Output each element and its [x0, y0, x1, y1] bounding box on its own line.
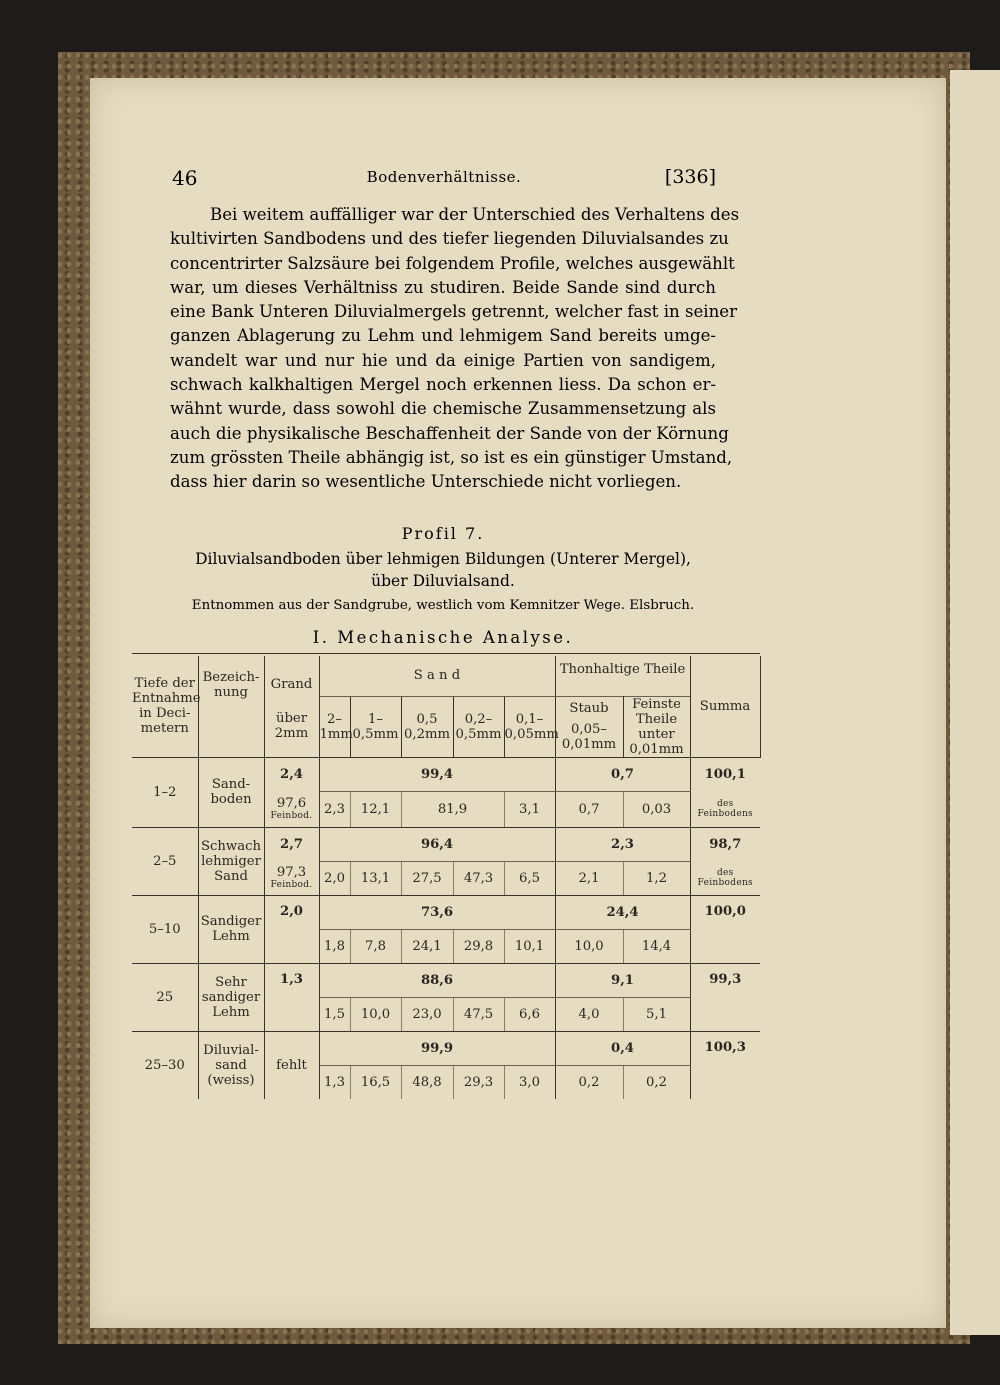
header-staub: [555, 696, 623, 757]
header-sand-col: [453, 696, 504, 757]
row-clay-total: 0,4: [555, 1031, 690, 1065]
row-name: [198, 963, 264, 1031]
header-text: 0,05–: [571, 722, 607, 737]
header-text: 0,5: [416, 711, 438, 727]
adjacent-page-edge: [950, 70, 1000, 1335]
row-depth: 2–5: [132, 827, 198, 895]
header-name: [198, 656, 264, 757]
row-depth: 5–10: [132, 895, 198, 963]
sand-cell: 1,5: [319, 997, 350, 1031]
sand-cell: 10,1: [504, 929, 555, 963]
row-name-line: Sehr: [215, 974, 247, 990]
section-title: I. Mechanische Analyse.: [312, 628, 574, 647]
clay-cell: 0,03: [623, 791, 690, 827]
paragraph-line: eine Bank Unteren Diluvialmergels getrennt, welcher fast in seiner: [170, 302, 738, 322]
header-sand-col: [401, 696, 453, 757]
row-sand-total: 96,4: [319, 827, 555, 861]
page-number: 46: [172, 166, 198, 190]
row-name: [198, 827, 264, 895]
sand-cell: 7,8: [350, 929, 401, 963]
row-summa: 100,0: [690, 895, 760, 963]
clay-cell: 10,0: [555, 929, 623, 963]
row-grand: 2,7: [264, 827, 319, 861]
row-summa: 100,3: [704, 1039, 746, 1055]
header-text: metern: [140, 721, 189, 737]
header-text: 0,01mm: [561, 737, 617, 752]
grand-fine-label: Feinbod.: [270, 811, 313, 822]
row-depth: 1–2: [132, 757, 198, 827]
clay-cell: 0,7: [555, 791, 623, 827]
row-summa: 98,7: [709, 836, 742, 852]
bracket-page-number: [336]: [664, 166, 716, 188]
row-grand: fehlt: [264, 1031, 319, 1099]
sand-cell: 2,0: [319, 861, 350, 895]
paragraph-line: wähnt wurde, dass sowohl die chemische Zusammensetzung als: [170, 399, 716, 419]
row-name: [198, 895, 264, 963]
sand-cell: 47,3: [453, 861, 504, 895]
row-name: [198, 1031, 264, 1099]
row-name-line: Schwach: [201, 838, 261, 854]
summa-note-line: Feinbodens: [697, 877, 753, 888]
row-clay-total: 9,1: [555, 963, 690, 997]
clay-cell: 4,0: [555, 997, 623, 1031]
row-sand-total: 88,6: [319, 963, 555, 997]
profile-subtitle: über Diluvialsand.: [371, 572, 515, 590]
sand-cell: 23,0: [401, 997, 453, 1031]
header-clay: Thonhaltige Theile: [555, 656, 690, 696]
header-text: 0,5mm: [455, 726, 502, 742]
paragraph-line: auch die physikalische Beschaffenheit der Sande von der Körnung: [170, 423, 729, 443]
header-summa: Summa: [690, 656, 760, 757]
paragraph-line: dass hier darin so wesentliche Unterschiede nicht vorliegen.: [170, 472, 682, 492]
row-clay-total: 2,3: [555, 827, 690, 861]
row-name-line: boden: [210, 792, 252, 807]
sand-cell: 6,6: [504, 997, 555, 1031]
clay-cell: 2,1: [555, 861, 623, 895]
sand-cell: 47,5: [453, 997, 504, 1031]
summa-note-line: des: [716, 867, 734, 878]
row-name-line: Sand-: [211, 777, 251, 792]
profile-title: Profil 7.: [401, 524, 485, 543]
header-text: Tiefe der: [134, 676, 195, 692]
header-grand-sub: [264, 696, 319, 757]
row-summa: 100,1: [704, 766, 746, 782]
grand-fine-label: Feinbod.: [270, 880, 313, 891]
row-grand: 1,3: [264, 963, 319, 1031]
header-sand-col: [350, 696, 401, 757]
summa-note-line: des: [716, 798, 734, 809]
paragraph-line: ganzen Ablagerung zu Lehm und lehmigem Sand bereits umge-: [170, 326, 716, 346]
grand-fine-value: 97,6: [276, 796, 307, 812]
clay-cell: 1,2: [623, 861, 690, 895]
sand-cell: 29,8: [453, 929, 504, 963]
header-text: Theile: [635, 711, 678, 727]
header-text: nung: [214, 685, 248, 700]
header-sand-col: [319, 696, 353, 757]
table-rule: [132, 653, 760, 654]
sand-cell: 29,3: [453, 1065, 504, 1099]
paragraph-line: wandelt war und nur hie und da einige Partien von sandigem,: [170, 350, 716, 370]
row-clay-total: 0,7: [555, 757, 690, 791]
header-text: 0,01mm: [629, 741, 684, 757]
running-header: [172, 166, 716, 192]
header-sand-col: [504, 696, 559, 757]
header-text: unter: [638, 726, 675, 742]
clay-cell: 5,1: [623, 997, 690, 1031]
header-text: 2mm: [274, 726, 309, 742]
sand-cell: 16,5: [350, 1065, 401, 1099]
clay-cell: 0,2: [555, 1065, 623, 1099]
summa-note: [690, 861, 760, 895]
sand-cell: 10,0: [350, 997, 401, 1031]
paragraph-line: zum grössten Theile abhängig ist, so ist es ein günstiger Umstand,: [170, 447, 733, 467]
row-depth: 25: [132, 963, 198, 1031]
sand-cell: 27,5: [401, 861, 453, 895]
summa-note-line: Feinbodens: [697, 808, 753, 819]
header-text: Feinste: [632, 696, 681, 712]
paragraph-line: Bei weitem auffälliger war der Unterschied des Verhaltens des: [210, 205, 740, 224]
profile-subtitle: Diluvialsandboden über lehmigen Bildungen (Unterer Mergel),: [195, 550, 691, 568]
row-name-line: Diluvial-: [203, 1042, 259, 1058]
sand-cell: 48,8: [401, 1065, 453, 1099]
row-name-line: Sandiger: [200, 914, 262, 929]
header-text: über: [275, 711, 308, 727]
profile-source: Entnommen aus der Sandgrube, westlich vom Kemnitzer Wege. Elsbruch.: [191, 598, 695, 613]
sand-cell: 6,5: [504, 861, 555, 895]
row-name-line: lehmiger: [201, 853, 261, 869]
header-text: 0,1–: [515, 711, 544, 727]
row-name-line: Lehm: [212, 929, 250, 944]
row-grand-fine: [264, 861, 319, 895]
header-text: 1mm: [319, 726, 353, 742]
header-text: 0,5mm: [352, 726, 399, 742]
row-grand: 2,4: [264, 757, 319, 791]
header-text: Entnahme: [132, 691, 201, 707]
summa-note: [690, 791, 760, 827]
sand-cell: 12,1: [350, 791, 401, 827]
paragraph-line: concentrirter Salzsäure bei folgendem Profile, welches ausgewählt: [170, 253, 735, 273]
sand-cell: 2,3: [319, 791, 350, 827]
row-depth: 25–30: [132, 1031, 198, 1099]
sand-cell: 3,0: [504, 1065, 555, 1099]
row-name-line: sand: [215, 1057, 247, 1073]
sand-cell: 13,1: [350, 861, 401, 895]
paragraph-line: kultivirten Sandbodens und des tiefer liegenden Diluvialsandes zu: [170, 229, 729, 249]
header-text: 2–: [327, 711, 342, 727]
sand-cell: 1,8: [319, 929, 350, 963]
sand-cell: 3,1: [504, 791, 555, 827]
sand-cell: 24,1: [401, 929, 453, 963]
header-text: 0,2mm: [404, 726, 450, 742]
header-text: 0,2–: [464, 711, 493, 727]
grand-fine-value: 97,3: [276, 865, 307, 881]
header-text: Staub: [569, 701, 609, 716]
header-fine: [623, 696, 690, 757]
row-clay-total: 24,4: [555, 895, 690, 929]
row-sand-total: 73,6: [319, 895, 555, 929]
row-grand-fine: [264, 791, 319, 827]
header-text: 0,05mm: [504, 726, 559, 742]
row-name-line: Sand: [214, 868, 248, 884]
header-text: in Deci-: [139, 706, 191, 722]
row-grand: 2,0: [264, 895, 319, 963]
row-name-line: sandiger: [201, 989, 261, 1005]
paragraph-line: schwach kalkhaltigen Mergel noch erkennen liess. Da schon er-: [170, 375, 716, 395]
header-depth: [132, 656, 201, 757]
row-summa: 99,3: [690, 963, 760, 1031]
clay-cell: 14,4: [623, 929, 690, 963]
sand-cell: 81,9: [401, 791, 504, 827]
analysis-table: [132, 656, 761, 1099]
header-text: 1–: [368, 711, 383, 727]
row-name: [198, 757, 264, 827]
clay-cell: 0,2: [623, 1065, 690, 1099]
row-sand-total: 99,9: [319, 1031, 555, 1065]
paragraph-line: war, um dieses Verhältniss zu studiren. Beide Sande sind durch: [170, 277, 716, 297]
header-sand: S a n d: [319, 656, 555, 696]
running-title: Bodenverhältnisse.: [366, 168, 522, 186]
body-paragraph: [170, 203, 740, 495]
sand-cell: 1,3: [319, 1065, 350, 1099]
row-name-line: Lehm: [212, 1004, 250, 1020]
header-text: Bezeich-: [202, 670, 260, 685]
row-name-line: (weiss): [207, 1072, 255, 1088]
header-grand: Grand: [264, 656, 319, 696]
row-sand-total: 99,4: [319, 757, 555, 791]
